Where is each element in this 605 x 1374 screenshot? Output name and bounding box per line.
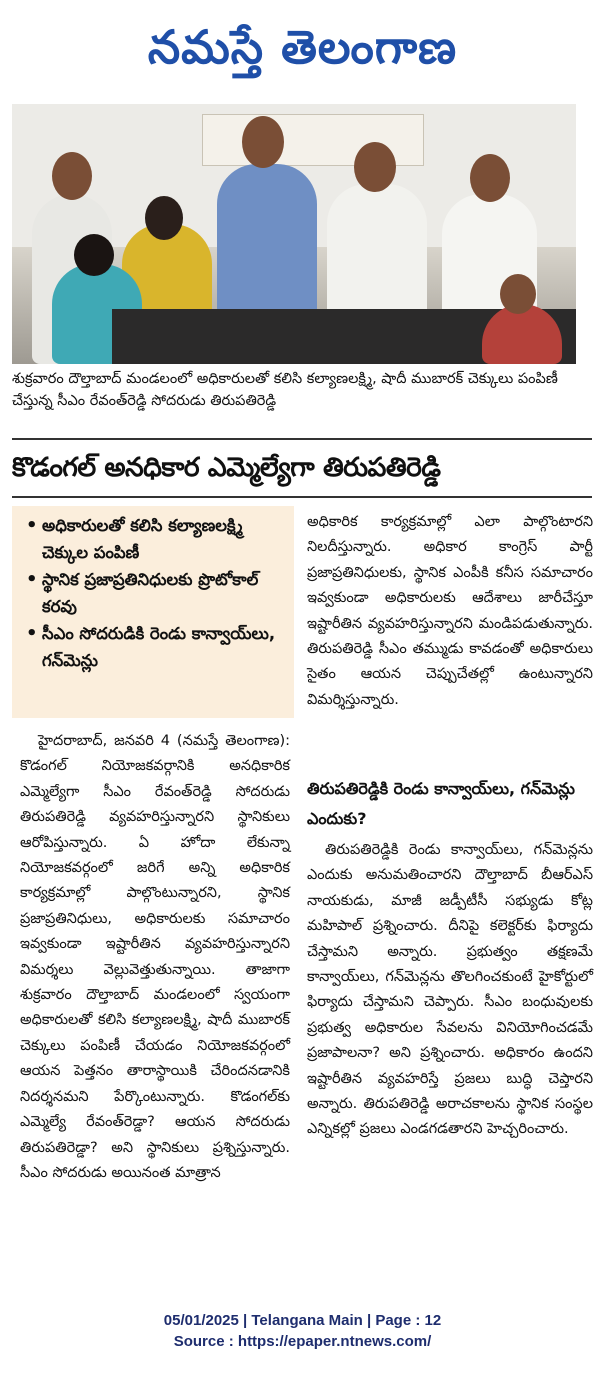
divider (12, 438, 592, 440)
paragraph: హైదరాబాద్, జనవరి 4 (నమస్తే తెలంగాణ): కొడంగల్ నియోజకవర్గానికి అనధికారిక ఎమ్మెల్యేగా సీఎం రేవంత్‌రెడ్డి సోదరుడు తిరుపతిరెడ్డి వ్యవహరిస్తున్నారని స్థానికులు ఆరోపిస్తున్నారు. ఏ హోదా లేకున్నా నియోజకవర్గంలో జరిగే అన్ని అధికారిక కార్యక్రమాల్లో పాల్గొంటున్నారని, స్థానిక ప్రజాప్రతినిధులు, అధికారులకు సమాచారం ఇవ్వకుండా ఇష్టారీతిన వ్యవహరిస్తున్నారని విమర్శలు వెల్లువెత్తుతున్నాయి. తాజాగా శుక్రవారం దౌల్తాబాద్ మండలంలో స్వయంగా అధికారులతో కలిసి కల్యాణలక్ష్మి, షాదీ ముబారక్ చెక్కులు పంపిణీ చేయడం నియోజకవర్గంలో ఆయన పెత్తనం తారాస్థాయికి చేరిందనడానికి నిదర్శనమని పేర్కొంటున్నారు. కొడంగల్‌కు ఎమ్మెల్యే రేవంత్‌రెడ్డా? ఆయన సోదరుడు తిరుపతిరెడ్డా? అని స్థానికులు ప్రశ్నిస్తున్నారు. సీఎం సోదరుడు అయినంత మాత్రాన (20, 733, 290, 1181)
divider (12, 496, 592, 498)
article-column-2 (307, 510, 593, 713)
highlight-item: • స్థానిక ప్రజాప్రతినిధులకు ప్రొటోకాల్ కరవు (26, 566, 290, 620)
article-column-2b (307, 838, 593, 1143)
paragraph: అధికారిక కార్యక్రమాల్లో ఎలా పాల్గొంటారని నిలదీస్తున్నారు. అధికార కాంగ్రెస్ పార్టీ ప్రజాప్రతినిధులకు, స్థానిక ఎంపీకి కనీస సమాచారం ఇవ్వకుండా అధికారులకు ఆదేశాలు జారీచేస్తూ ఇష్టారీతిన వ్యవహరిస్తున్నారని మండిపడుతున్నారు. తిరుపతిరెడ్డి సీఎం తమ్ముడు కావడంతో అధికారులు సైతం ఆయన చెప్పుచేతల్లో ఉంటున్నారని విమర్శిస్తున్నారు. (307, 514, 593, 708)
page-footer (0, 1310, 605, 1352)
footer-source-line: Source : https://epaper.ntnews.com/ (173, 1333, 432, 1350)
article-column-1 (20, 729, 290, 1186)
highlight-item: • సీఎం సోదరుడికి రెండు కాన్వాయ్‌లు, గన్‌మెన్లు (26, 620, 290, 674)
article-headline: కొడంగల్ అనధికార ఎమ్మెల్యేగా తిరుపతిరెడ్డి (12, 452, 441, 483)
news-photo (12, 104, 576, 364)
paragraph: తిరుపతిరెడ్డికి రెండు కాన్వాయ్‌లు, గన్‌మెన్లను ఎందుకు అనుమతించారని దౌల్తాబాద్ బీఆర్‌ఎస్ నాయకుడు, మాజీ జడ్పీటీసీ సభ్యుడు కోట్ల మహిపాల్ ప్రశ్నించారు. దీనిపై కలెక్టర్‌కు ఫిర్యాదు చేస్తామని అన్నారు. ప్రభుత్వం తక్షణమే కాన్వాయ్‌లు, గన్‌మెన్లను తొలగించకుంటే హైకోర్టులో ఫిర్యాదు చేస్తామని చెప్పారు. సీఎం బంధువులకు ప్రభుత్వ అధికారుల సేవలను వినియోగించడమే ప్రజాపాలనా? అని ప్రశ్నించారు. అధికారం ఉందని ఇష్టారీతిన వ్యవహరిస్తే ప్రజలు బుద్ధి చెప్తారని అన్నారు. తిరుపతిరెడ్డి అరాచకాలను స్థానిక సంస్థల ఎన్నికల్లో ప్రజలు ఎండగడతారని హెచ్చరించారు. (307, 842, 593, 1138)
highlight-item: • అధికారులతో కలిసి కల్యాణలక్ష్మి చెక్కుల పంపిణీ (26, 512, 290, 566)
newspaper-masthead: నమస్తే తెలంగాణ (147, 20, 458, 74)
footer-date-line: 05/01/2025 | Telangana Main | Page : 12 (163, 1312, 442, 1329)
photo-caption: శుక్రవారం దౌల్తాబాద్ మండలంలో అధికారులతో కలిసి కల్యాణలక్ష్మి, షాదీ ముబారక్ చెక్కులు పంపిణీ చేస్తున్న సీఎం రేవంత్‌రెడ్డి సోదరుడు తిరుపతిరెడ్డి (12, 371, 558, 409)
highlights-box (12, 506, 294, 718)
article-subheading: తిరుపతిరెడ్డికి రెండు కాన్వాయ్‌లు, గన్‌మెన్లు ఎందుకు? (307, 779, 575, 828)
